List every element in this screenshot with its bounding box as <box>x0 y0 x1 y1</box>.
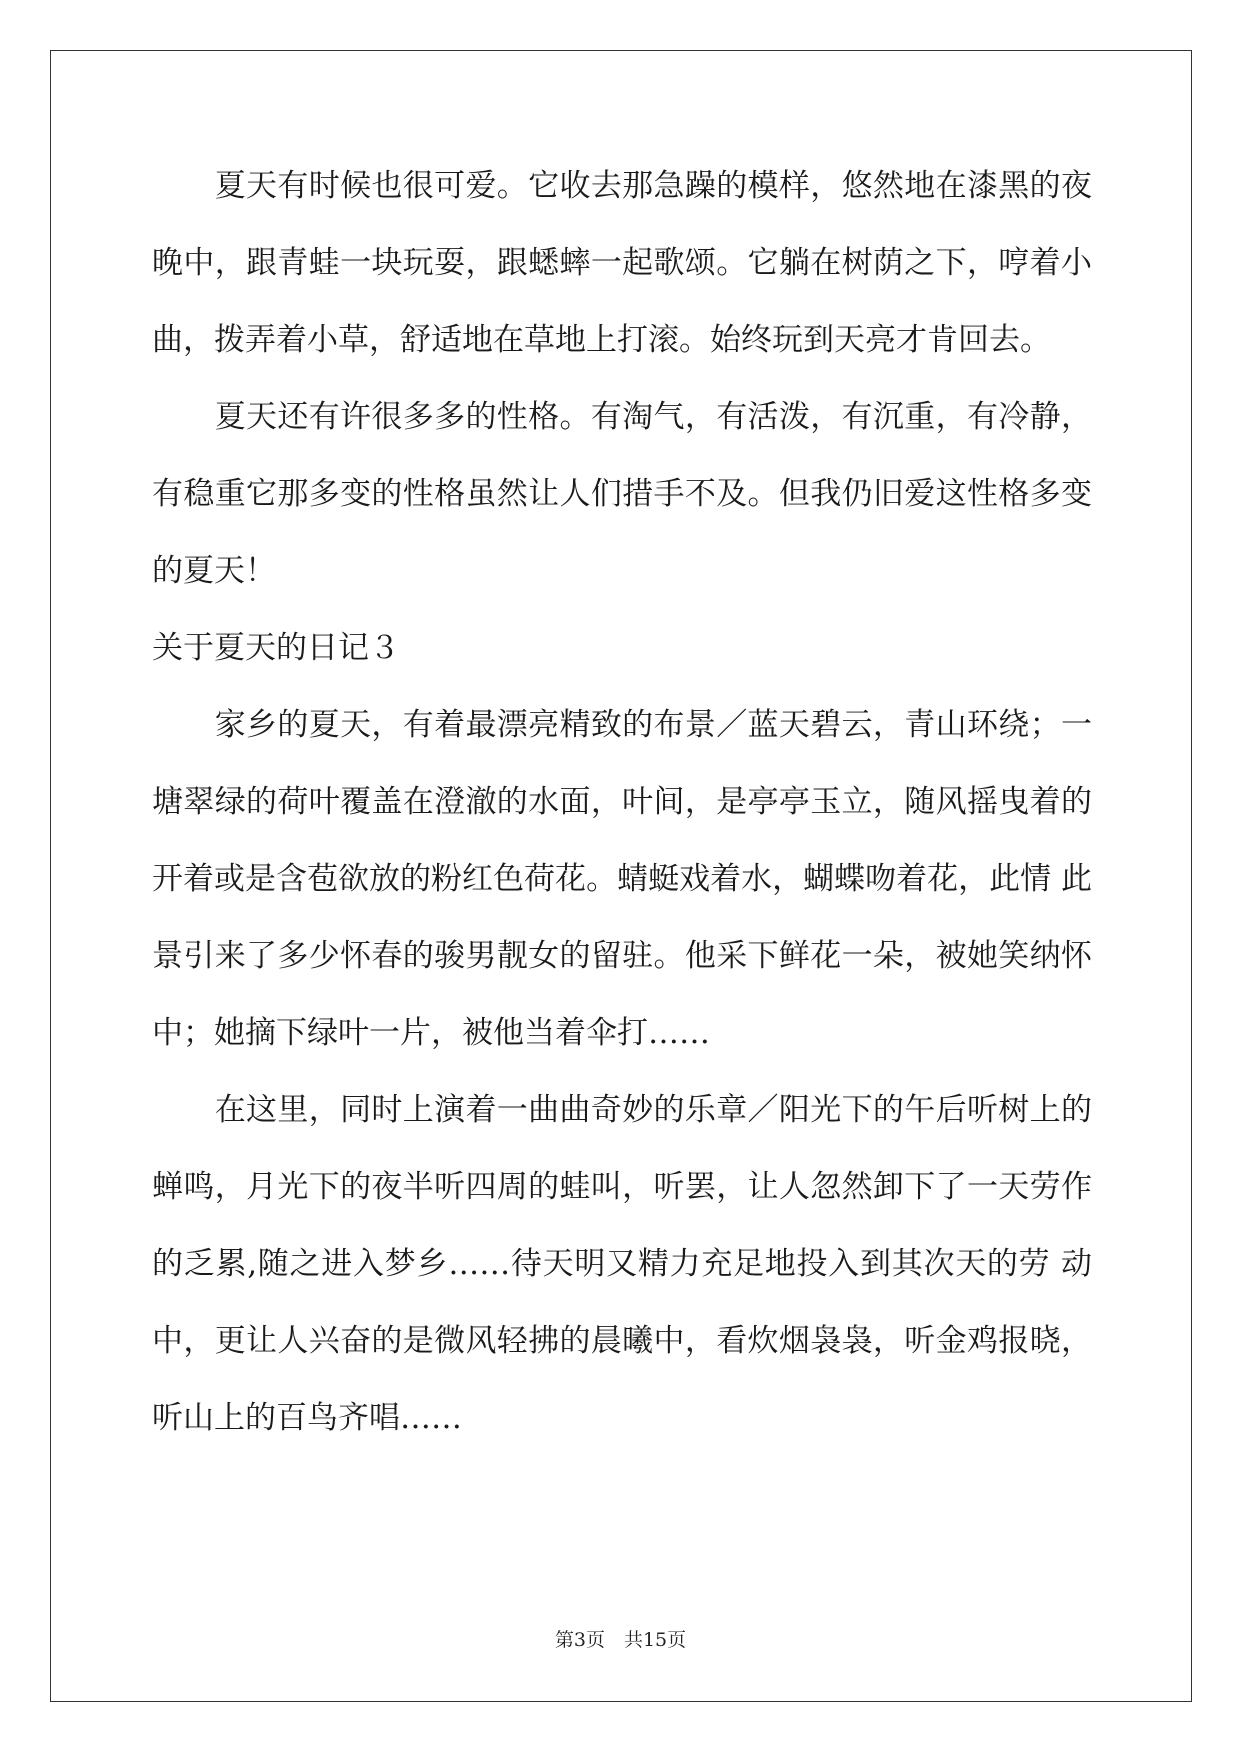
text-line: 夏天还有许很多多的性格。有淘气，有活泼，有沉重，有冷静， <box>152 399 1092 435</box>
text-line: 的乏累,随之进入梦乡……待天明又精力充足地投入到其次天的劳 动 <box>152 1246 1092 1282</box>
text-line: 晚中，跟青蛙一块玩耍，跟蟋蟀一起歌颂。它躺在树荫之下，哼着小 <box>152 245 1092 281</box>
section-heading: 关于夏天的日记３ <box>152 630 400 666</box>
page-number-footer: 第3页 共15页 <box>554 1629 687 1651</box>
text-line: 在这里，同时上演着一曲曲奇妙的乐章／阳光下的午后听树上的 <box>152 1092 1092 1128</box>
text-line: 景引来了多少怀春的骏男靓女的留驻。他采下鲜花一朵，被她笑纳怀 <box>152 938 1092 974</box>
text-line: 中；她摘下绿叶一片，被他当着伞打…… <box>152 1015 710 1051</box>
text-line: 的夏天！ <box>152 553 276 589</box>
text-line: 有稳重它那多变的性格虽然让人们措手不及。但我仍旧爱这性格多变 <box>152 476 1092 512</box>
text-line: 夏天有时候也很可爱。它收去那急躁的模样，悠然地在漆黑的夜 <box>152 168 1092 204</box>
text-line: 塘翠绿的荷叶覆盖在澄澈的水面，叶间，是亭亭玉立，随风摇曳着的 <box>152 784 1092 820</box>
text-line: 曲，拨弄着小草，舒适地在草地上打滚。始终玩到天亮才肯回去。 <box>152 322 1051 358</box>
text-line: 听山上的百鸟齐唱…… <box>152 1400 462 1436</box>
text-line: 蝉鸣，月光下的夜半听四周的蛙叫，听罢，让人忽然卸下了一天劳作 <box>152 1169 1092 1205</box>
text-line: 中，更让人兴奋的是微风轻拂的晨曦中，看炊烟袅袅，听金鸡报晓， <box>152 1323 1092 1359</box>
text-line: 开着或是含苞欲放的粉红色荷花。蜻蜓戏着水，蝴蝶吻着花，此情 此 <box>152 861 1092 897</box>
text-line: 家乡的夏天，有着最漂亮精致的布景／蓝天碧云，青山环绕；一 <box>152 707 1092 743</box>
